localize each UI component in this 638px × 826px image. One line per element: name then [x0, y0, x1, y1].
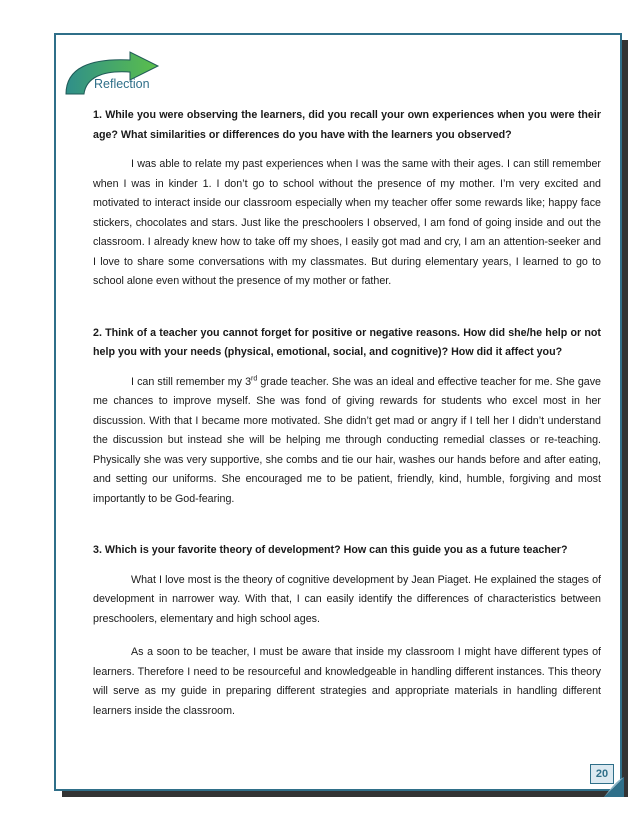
question-1: 1. While you were observing the learners, did you recall your own experiences when you were their age? What similarities or differences do you have with the learners you observed?: [93, 109, 601, 141]
answer-3a: What I love most is the theory of cognitive development by Jean Piaget. He explained the stages of development in narrower way. With that, I can easily identify the differences of characteristics between preschoolers, elementary and high school ages.: [93, 573, 601, 625]
answer-2: [93, 373, 601, 510]
section-heading: Reflection: [94, 77, 150, 91]
answer-2-superscript: rd: [251, 374, 258, 382]
frame-shadow-bottom: [62, 791, 628, 797]
frame-shadow-right: [622, 40, 628, 795]
question-3: 3. Which is your favorite theory of development? How can this guide you as a future teacher?: [93, 544, 568, 556]
answer-2-rest: grade teacher. She was an ideal and effective teacher for me. She gave me chances to improve myself. She was fond of giving rewards for students who excel most in her discussion. With that I became more motivated. She didn’t get mad or angry if I tell her I didn’t understand the discussion but instead she will be helping me through conducting remedial classes or re-teaching. Physically she was very supportive, she combs and tie our hair, washes our hands before and after eating, and setting our uniforms. She encouraged me to be patient, friendly, kind, humble, forgiving and most importantly to be God-fearing.: [93, 375, 601, 505]
question-2: 2. Think of a teacher you cannot forget for positive or negative reasons. How did she/he help or not help you with your needs (physical, emotional, social, and cognitive)? How did it affect you?: [93, 326, 601, 358]
answer-3b: As a soon to be teacher, I must be aware that inside my classroom I might have different types of learners. Therefore I need to be resourceful and knowledgeable in handling different instances. This theory will serve as my guide in preparing different strategies and appropriate materials in handling different learners inside the classroom.: [93, 646, 601, 717]
reflection-content: [93, 106, 601, 721]
answer-1: I was able to relate my past experiences when I was the same with their ages. I can still remember when I was in kinder 1. I don’t go to school without the presence of my mother. I’m very excited and motivated to interact inside our classroom especially when my teacher offer some rewards like; happy face stickers, chocolates and stars. Just like the preschoolers I observed, I am fond of going inside and out the classroom. I already knew how to take off my shoes, I easily got mad and cry, I am an attention-seeker and I love to share some conversations with my classmates. But during elementary years, I learned to go to school alone even without the presence of my mother or father.: [93, 158, 601, 287]
page-curl-icon: [602, 775, 626, 799]
answer-2-start: I can still remember my 3: [131, 375, 252, 388]
page-number: 20: [590, 764, 614, 784]
